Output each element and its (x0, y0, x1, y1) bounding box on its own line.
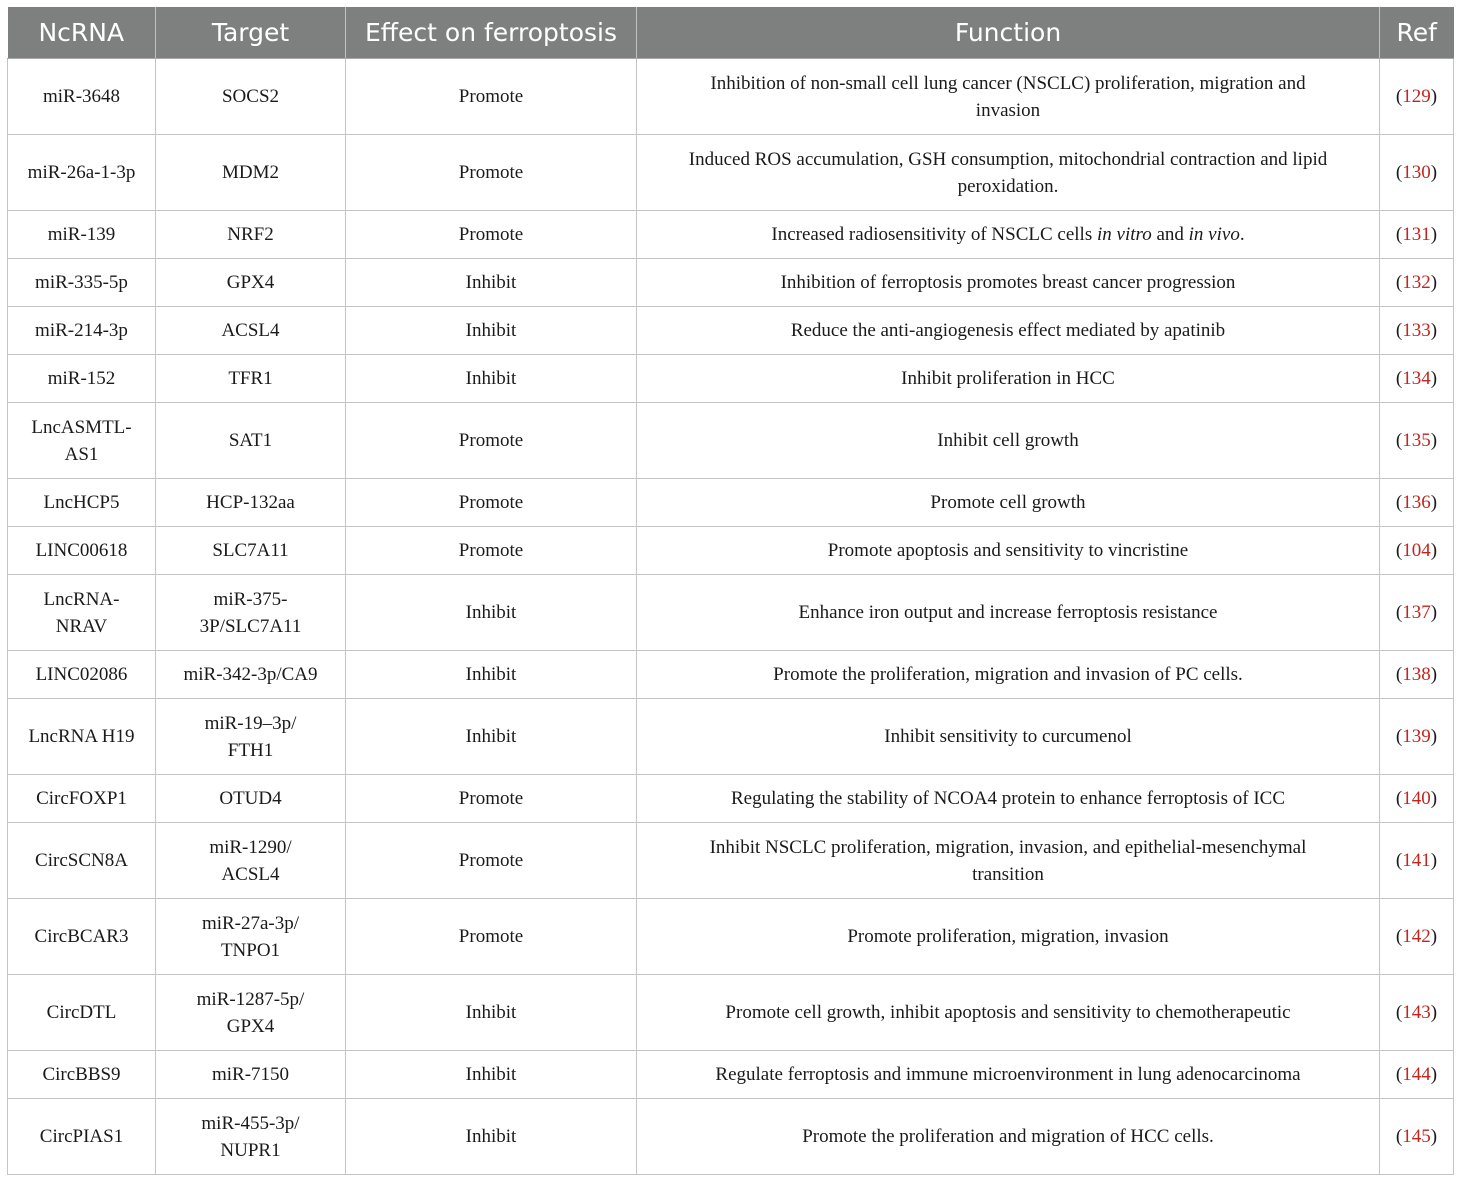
ref-link[interactable]: 144 (1402, 1064, 1431, 1085)
function-text-part: and (1151, 224, 1189, 245)
function-text: Inhibit NSCLC proliferation, migration, invasion, and epithelial-mesenchymal transition (709, 836, 1307, 885)
ncrna-cell: LncRNA H19 (8, 699, 156, 775)
header-ncrna: NcRNA (8, 7, 156, 59)
table-row (8, 479, 1454, 527)
target-cell: MDM2 (156, 135, 346, 211)
ncrna-cell-line: AS1 (64, 443, 99, 465)
ref-cell: (131) (1380, 211, 1454, 259)
target-cell: SLC7A11 (156, 527, 346, 575)
ref-cell: (139) (1380, 699, 1454, 775)
header-target: Target (156, 7, 346, 59)
ncrna-cell: CircDTL (8, 975, 156, 1051)
ncrna-cell-line: NRAV (55, 615, 108, 637)
function-text: Enhance iron output and increase ferroptosis resistance (798, 602, 1218, 623)
target-cell-line: TNPO1 (220, 939, 281, 961)
ncrna-cell: CircSCN8A (8, 823, 156, 899)
header-effect: Effect on ferroptosis (346, 7, 637, 59)
table-row (8, 307, 1454, 355)
table-row (8, 527, 1454, 575)
table-row (8, 403, 1454, 479)
ncrna-cell: miR-335-5p (8, 259, 156, 307)
ref-cell: (142) (1380, 899, 1454, 975)
ncrna-cell: miR-3648 (8, 59, 156, 135)
ref-cell: (129) (1380, 59, 1454, 135)
effect-cell: Inhibit (346, 575, 637, 651)
effect-cell: Promote (346, 899, 637, 975)
table-row (8, 355, 1454, 403)
table-row (8, 651, 1454, 699)
effect-cell: Promote (346, 527, 637, 575)
function-text (771, 221, 1244, 248)
target-cell: OTUD4 (156, 775, 346, 823)
function-text: Promote proliferation, migration, invasion (847, 926, 1169, 947)
ref-cell: (130) (1380, 135, 1454, 211)
table-body (8, 59, 1454, 1175)
ref-link[interactable]: 137 (1402, 602, 1431, 623)
header-function: Function (637, 7, 1380, 59)
target-cell: SAT1 (156, 403, 346, 479)
effect-cell: Promote (346, 823, 637, 899)
ref-link[interactable]: 132 (1402, 272, 1431, 293)
ref-cell: (134) (1380, 355, 1454, 403)
effect-cell: Promote (346, 775, 637, 823)
ref-cell: (144) (1380, 1051, 1454, 1099)
ref-link[interactable]: 139 (1402, 726, 1431, 747)
ref-cell: (132) (1380, 259, 1454, 307)
ref-cell: (138) (1380, 651, 1454, 699)
ref-link[interactable]: 134 (1402, 368, 1431, 389)
table-row (8, 975, 1454, 1051)
ref-link[interactable]: 130 (1402, 162, 1431, 183)
function-text: Regulating the stability of NCOA4 protein to enhance ferroptosis of ICC (730, 788, 1286, 809)
ncrna-cell: CircFOXP1 (8, 775, 156, 823)
target-cell-line: miR-19–3p/ (204, 712, 297, 734)
function-text: Inhibit sensitivity to curcumenol (884, 726, 1132, 747)
ref-cell: (145) (1380, 1099, 1454, 1175)
ref-link[interactable]: 138 (1402, 664, 1431, 685)
function-text: Inhibition of non-small cell lung cancer (NSCLC) proliferation, migration and invasion (710, 72, 1306, 121)
ncrna-cell: miR-26a-1-3p (8, 135, 156, 211)
function-cell (637, 527, 1380, 575)
ncrna-cell-line: LncASMTL- (31, 416, 132, 438)
ref-link[interactable]: 133 (1402, 320, 1431, 341)
function-cell (637, 899, 1380, 975)
target-cell-line: miR-1287-5p/ (196, 988, 305, 1010)
ncrna-cell: CircPIAS1 (8, 1099, 156, 1175)
header-ref: Ref (1380, 7, 1454, 59)
table-row (8, 775, 1454, 823)
function-text: Promote the proliferation, migration and invasion of PC cells. (773, 664, 1243, 685)
function-text: Inhibition of ferroptosis promotes breast cancer progression (780, 272, 1236, 293)
effect-cell: Inhibit (346, 699, 637, 775)
function-cell (637, 403, 1380, 479)
function-cell (637, 59, 1380, 135)
table-row (8, 575, 1454, 651)
table-row (8, 59, 1454, 135)
effect-cell: Inhibit (346, 259, 637, 307)
function-cell (637, 1099, 1380, 1175)
target-cell-line: ACSL4 (221, 863, 280, 885)
function-cell (637, 259, 1380, 307)
ref-cell: (141) (1380, 823, 1454, 899)
function-cell (637, 355, 1380, 403)
target-cell-line: FTH1 (227, 739, 274, 761)
ref-link[interactable]: 142 (1402, 926, 1431, 947)
effect-cell: Promote (346, 135, 637, 211)
effect-cell: Promote (346, 59, 637, 135)
function-text: Induced ROS accumulation, GSH consumption, mitochondrial contraction and lipid peroxidation. (688, 148, 1328, 197)
ncrna-cell (8, 575, 156, 651)
ref-cell: (140) (1380, 775, 1454, 823)
function-text-part: . (1239, 224, 1245, 245)
ncrna-cell: miR-152 (8, 355, 156, 403)
ref-link[interactable]: 131 (1402, 224, 1431, 245)
table-row (8, 1051, 1454, 1099)
function-cell (637, 307, 1380, 355)
target-cell (156, 699, 346, 775)
ncrna-cell: CircBBS9 (8, 1051, 156, 1099)
effect-cell: Inhibit (346, 307, 637, 355)
effect-cell: Inhibit (346, 975, 637, 1051)
function-text: Promote apoptosis and sensitivity to vincristine (827, 540, 1189, 561)
table-row (8, 259, 1454, 307)
target-cell-line: miR-455-3p/ (201, 1112, 300, 1134)
target-cell-line: GPX4 (226, 1015, 275, 1037)
effect-cell: Promote (346, 479, 637, 527)
effect-cell: Inhibit (346, 355, 637, 403)
table-row (8, 135, 1454, 211)
target-cell: GPX4 (156, 259, 346, 307)
ncrna-cell (8, 403, 156, 479)
target-cell: TFR1 (156, 355, 346, 403)
function-text-part: in vivo (1188, 224, 1240, 245)
target-cell: miR-7150 (156, 1051, 346, 1099)
target-cell-line: miR-27a-3p/ (201, 912, 300, 934)
target-cell: miR-342-3p/CA9 (156, 651, 346, 699)
ref-cell: (137) (1380, 575, 1454, 651)
target-cell (156, 975, 346, 1051)
function-cell (637, 1051, 1380, 1099)
ref-link[interactable]: 140 (1402, 788, 1431, 809)
function-cell (637, 699, 1380, 775)
ncrna-cell: LINC00618 (8, 527, 156, 575)
effect-cell: Promote (346, 211, 637, 259)
ncrna-cell-line: LncRNA- (43, 588, 120, 610)
target-cell (156, 1099, 346, 1175)
target-cell: SOCS2 (156, 59, 346, 135)
ncrna-cell: LINC02086 (8, 651, 156, 699)
function-text: Promote the proliferation and migration of HCC cells. (802, 1126, 1214, 1147)
target-cell (156, 899, 346, 975)
ncrna-cell: LncHCP5 (8, 479, 156, 527)
table-row (8, 899, 1454, 975)
function-cell (637, 135, 1380, 211)
function-cell (637, 651, 1380, 699)
ref-cell: (136) (1380, 479, 1454, 527)
function-cell (637, 211, 1380, 259)
ref-cell: (143) (1380, 975, 1454, 1051)
effect-cell: Inhibit (346, 1051, 637, 1099)
target-cell-line: miR-375- (213, 588, 288, 610)
table-row (8, 211, 1454, 259)
table-row (8, 1099, 1454, 1175)
function-text: Promote cell growth (930, 492, 1086, 513)
ref-cell: (133) (1380, 307, 1454, 355)
target-cell: NRF2 (156, 211, 346, 259)
function-text: Promote cell growth, inhibit apoptosis and sensitivity to chemotherapeutic (725, 1002, 1291, 1023)
effect-cell: Inhibit (346, 651, 637, 699)
effect-cell: Inhibit (346, 1099, 637, 1175)
ref-link[interactable]: 143 (1402, 1002, 1431, 1023)
ref-link[interactable]: 145 (1402, 1126, 1431, 1147)
function-text-part: Increased radiosensitivity of NSCLC cells (771, 224, 1097, 245)
effect-cell: Promote (346, 403, 637, 479)
ref-link[interactable]: 141 (1402, 850, 1431, 871)
function-cell (637, 575, 1380, 651)
ncrna-cell: miR-214-3p (8, 307, 156, 355)
target-cell-line: 3P/SLC7A11 (199, 615, 302, 637)
header-row (8, 7, 1454, 59)
target-cell (156, 823, 346, 899)
function-cell (637, 823, 1380, 899)
ncrna-ferroptosis-table (7, 7, 1454, 1175)
function-cell (637, 975, 1380, 1051)
ref-link[interactable]: 129 (1402, 86, 1431, 107)
target-cell-line: NUPR1 (220, 1139, 281, 1161)
function-cell (637, 775, 1380, 823)
function-text: Regulate ferroptosis and immune microenvironment in lung adenocarcinoma (715, 1064, 1301, 1085)
ref-link[interactable]: 135 (1402, 430, 1431, 451)
target-cell-line: miR-1290/ (209, 836, 292, 858)
target-cell: HCP-132aa (156, 479, 346, 527)
ref-link[interactable]: 104 (1402, 540, 1431, 561)
ref-cell: (135) (1380, 403, 1454, 479)
ncrna-cell: miR-139 (8, 211, 156, 259)
function-text: Reduce the anti-angiogenesis effect mediated by apatinib (790, 320, 1226, 341)
target-cell (156, 575, 346, 651)
function-cell (637, 479, 1380, 527)
ref-link[interactable]: 136 (1402, 492, 1431, 513)
function-text: Inhibit proliferation in HCC (901, 368, 1115, 389)
table-row (8, 823, 1454, 899)
ref-cell: (104) (1380, 527, 1454, 575)
function-text: Inhibit cell growth (937, 430, 1079, 451)
table-row (8, 699, 1454, 775)
ncrna-cell: CircBCAR3 (8, 899, 156, 975)
function-text-part: in vitro (1096, 224, 1152, 245)
target-cell: ACSL4 (156, 307, 346, 355)
